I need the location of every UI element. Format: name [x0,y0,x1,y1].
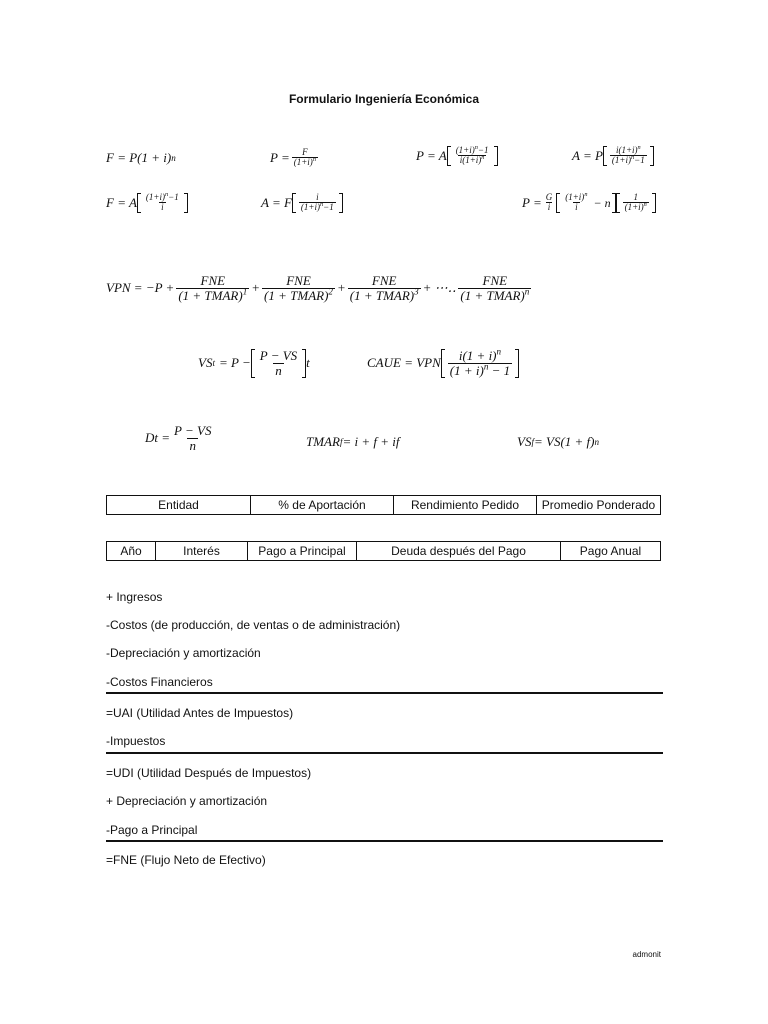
statement-line: -Impuestos [106,734,166,748]
table-header-row [107,496,661,515]
amortization-table [106,541,661,561]
table-header-cell: Promedio Ponderado [537,496,661,515]
document-title: Formulario Ingeniería Económica [288,92,480,106]
formula-gradient-present-value: P = $\frac{G}{i}$ $\frac{(1+i)^n}{i}$ − n $\frac{1}{(1+i)^n}$ [522,193,656,213]
divider [106,840,663,842]
statement-line: + Ingresos [106,590,163,604]
formula-salvage-inflation: VS f = VS(1 + f) n [517,434,600,449]
formula-future-value: F = P(1 + i) n [106,150,176,165]
formula-capital-recovery: A = P $\frac{i(1+i)^n}{(1+i)^n-1}$ [572,146,654,166]
formula-salvage-value: VS t = P − $\frac{P - VS}{n}$ t [198,348,310,378]
table-header-cell: Pago Anual [561,542,661,561]
formula-depreciation: Dt = $\frac{P - VS}{n}$ [145,423,212,453]
table-header-cell: Pago a Principal [248,542,357,561]
formula-present-value-annuity: P = A $\frac{(1+i)^n-1}{i(1+i)^n}$ [416,146,498,166]
statement-line: -Pago a Principal [106,823,198,837]
formula-tmar-inflation: TMAR f = i + f + if [306,434,400,449]
formula-present-value: P = $\frac{F}{(1+i)^n}$ [270,147,316,168]
formula-vpn: VPN = −P + $\frac{\text{FNE}}{(1 + TMAR)^1}$ + $\frac{\text{FNE}}{(1 + TMAR)^2}$ + $\frac{\text{FNE}}{(1 + TMAR)^3}$ + ⋯‥ $\frac{\text{FNE}}{(1 + TMAR)^n}$ [106,273,530,303]
table-header-cell: Deuda después del Pago [357,542,561,561]
statement-line: =FNE (Flujo Neto de Efectivo) [106,853,266,867]
statement-line: -Depreciación y amortización [106,646,261,660]
table-header-cell: Entidad [107,496,251,515]
divider [106,752,663,754]
weighted-average-table [106,495,661,515]
footer-credit: admonit [632,950,661,959]
formula-sinking-fund: A = F $\frac{i}{(1+i)^n-1}$ [261,193,343,213]
table-header-row [107,542,661,561]
table-header-cell: Interés [156,542,248,561]
statement-line: -Costos Financieros [106,675,213,689]
table-header-cell: % de Aportación [251,496,394,515]
table-header-cell: Año [107,542,156,561]
statement-line: + Depreciación y amortización [106,794,268,808]
statement-line: -Costos (de producción, de ventas o de administración) [106,618,401,632]
statement-line: =UAI (Utilidad Antes de Impuestos) [106,706,294,720]
formula-caue: CAUE = VPN $\frac{i(1 + i)^n}{(1 + i)^n - 1}$ [367,349,519,378]
statement-line: =UDI (Utilidad Después de Impuestos) [106,766,312,780]
table-header-cell: Rendimiento Pedido [394,496,537,515]
formula-future-value-annuity: F = A $\frac{(1+i)^n-1}{i}$ [106,193,188,213]
divider [106,692,663,694]
